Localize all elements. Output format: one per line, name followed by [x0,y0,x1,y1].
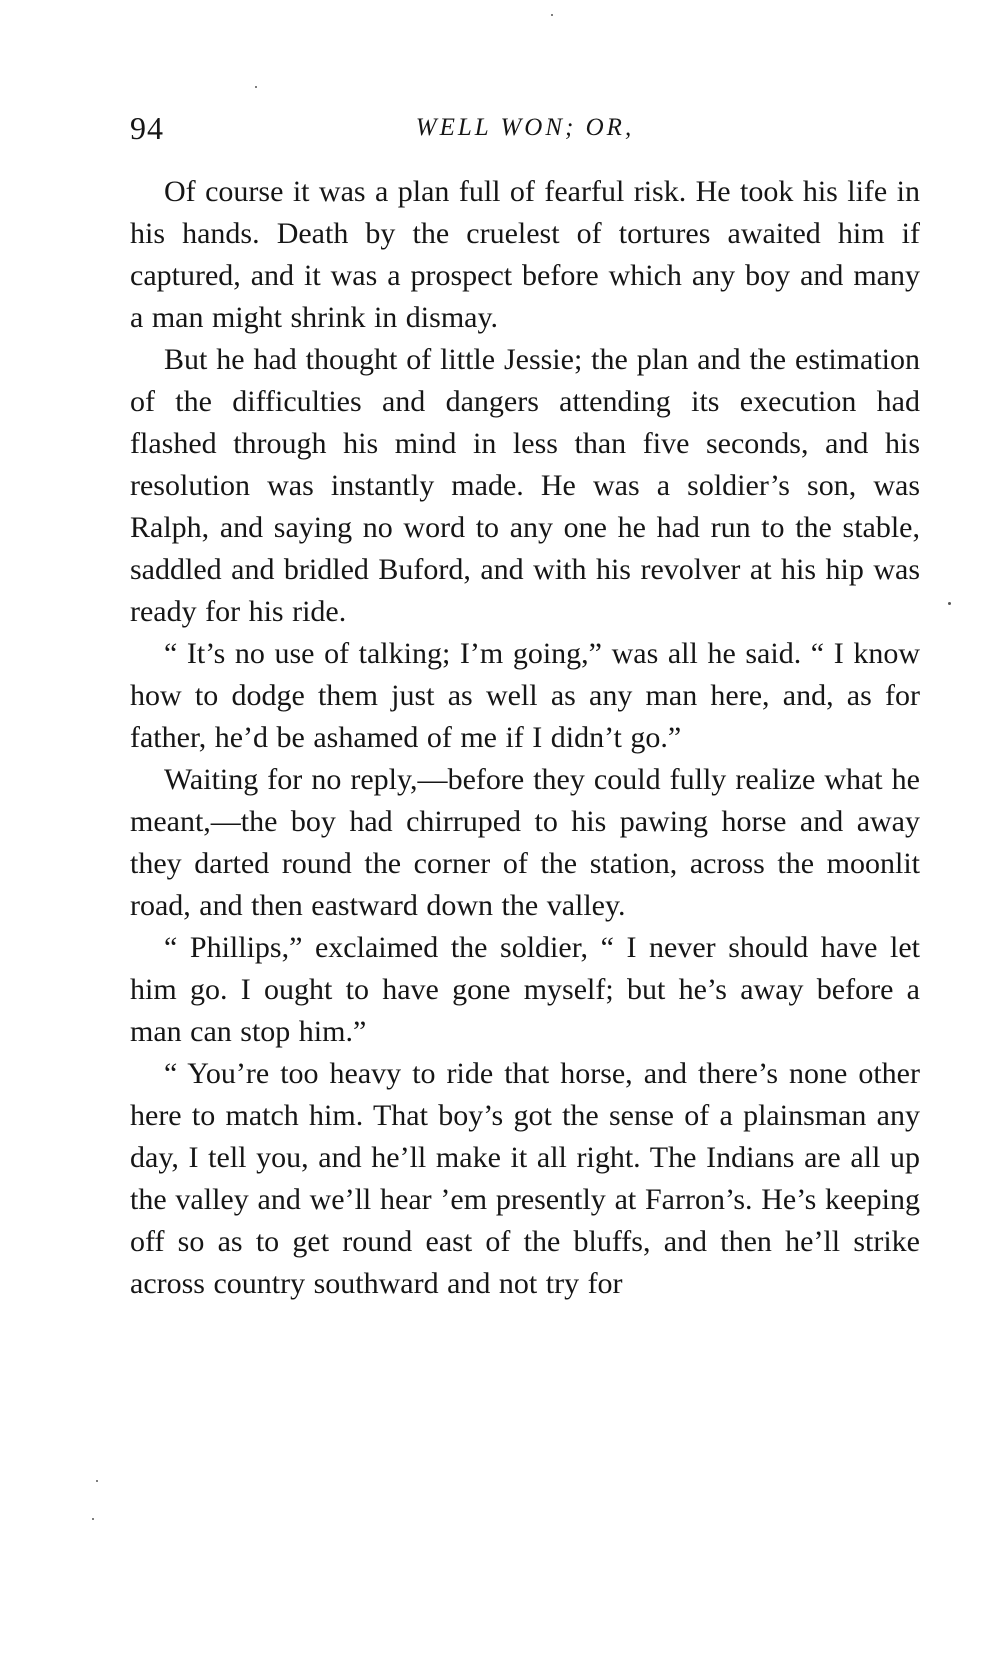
running-title: WELL WON; OR, [415,114,635,141]
running-head [130,110,920,150]
scan-speck [92,1518,94,1520]
scan-speck [551,14,553,16]
scan-speck [96,1480,98,1482]
paragraph: But he had thought of little Jessie; the plan and the estimation of the difficulties and dangers attending its execution had flashed through his mind in less than five seconds, and his resolution was instantly made. He was a soldier’s son, was Ralph, and saying no word to any one he had run to the stable, saddled and bridled Buford, and with his revolver at his hip was ready for his ride. [130,343,920,628]
scan-speck [948,602,951,605]
paragraph: “ Phillips,” exclaimed the soldier, “ I never should have let him go. I ought to have gone myself; but he’s away before a man can stop him.” [130,931,920,1048]
scan-speck [255,86,257,88]
paragraph: “ It’s no use of talking; I’m going,” was all he said. “ I know how to dodge them just as well as any man here, and, as for father, he’d be ashamed of me if I didn’t go.” [130,637,920,754]
page-number: 94 [130,110,164,146]
paragraph: Of course it was a plan full of fearful risk. He took his life in his hands. Death by the cruelest of tortures awaited him if captured, and it was a prospect before which any boy and many a man might shrink in dismay. [130,175,920,334]
body-text [130,171,920,1305]
paragraph: Waiting for no reply,—before they could fully realize what he meant,—the boy had chirruped to his pawing horse and away they darted round the corner of the station, across the moonlit road, and then eastward down the valley. [130,763,920,922]
paragraph: “ You’re too heavy to ride that horse, and there’s none other here to match him. That boy’s got the sense of a plainsman any day, I tell you, and he’ll make it all right. The Indians are all up the valley and we’ll hear ’em presently at Farron’s. He’s keeping off so as to get round east of the bluffs, and then he’ll strike across country southward and not try for [130,1057,920,1300]
